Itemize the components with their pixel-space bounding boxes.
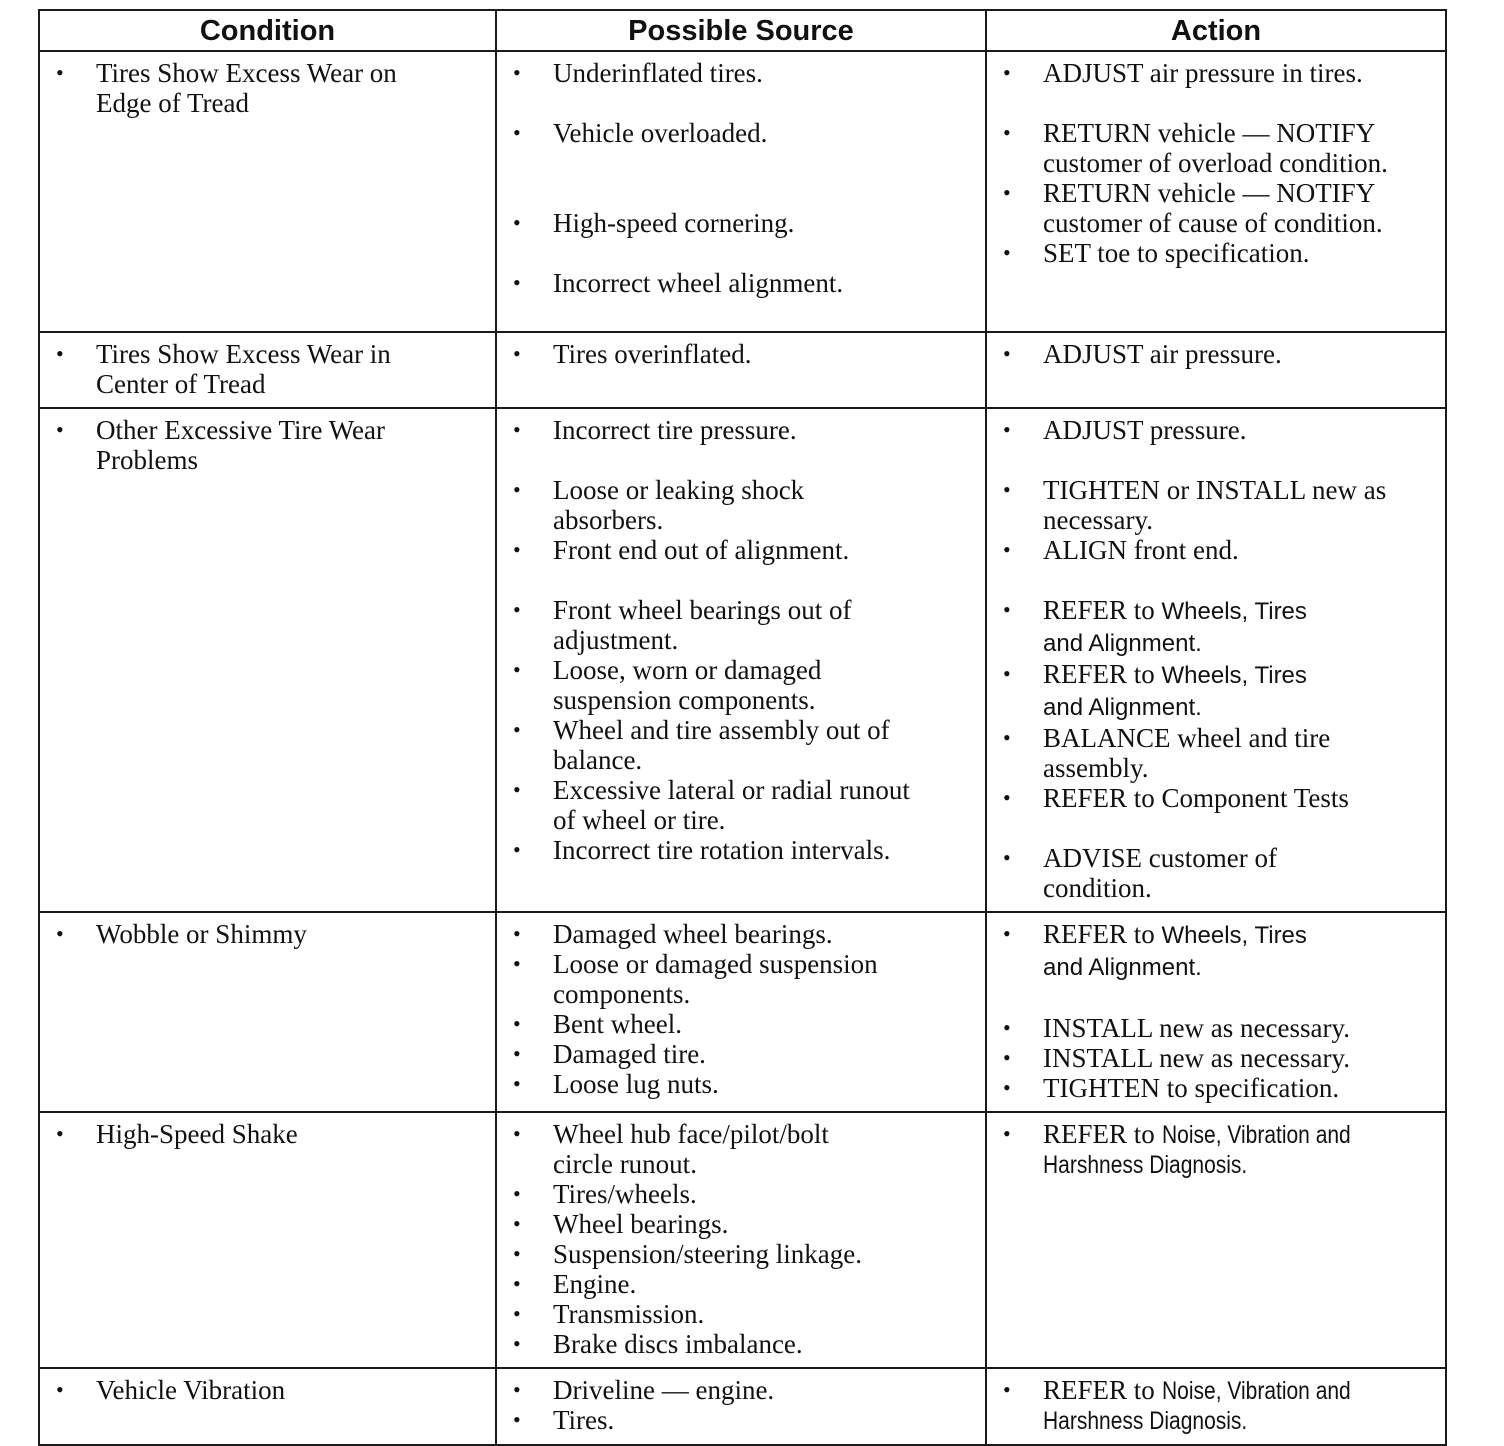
source-item: • Underinflated tires. [511,58,971,88]
action-verb: REFER to [1043,595,1155,625]
table-row [39,1112,1446,1368]
table-row [39,332,1446,408]
source-item: • Vehicle overloaded. [511,118,971,148]
source-item: • Tires. [511,1405,971,1435]
action-item [1001,659,1431,723]
reference-link-cont[interactable]: Harshness Diagnosis. [1043,1407,1248,1435]
action-verb: REFER to [1043,1375,1155,1405]
action-cell [986,332,1446,408]
source-item: • Engine. [511,1269,971,1299]
source-cell [496,1368,986,1445]
condition-item: • Tires Show Excess Wear on Edge of Tread [54,58,481,118]
action-item [1001,1375,1431,1436]
reference-link[interactable]: Wheels, Tires [1161,662,1307,689]
condition-cell [39,912,496,1112]
action-item: • ADJUST air pressure. [1001,339,1431,369]
action-cell [986,912,1446,1112]
action-item: • BALANCE wheel and tire assembly. [1001,723,1431,783]
action-item: • ADJUST air pressure in tires. [1001,58,1441,88]
action-item: • REFER to Component Tests [1001,783,1431,813]
action-verb: REFER to [1043,919,1155,949]
action-verb: REFER to [1043,1119,1155,1149]
header-action: Action [986,10,1446,51]
action-cell [986,408,1446,912]
diagnosis-table [38,9,1447,1446]
header-condition: Condition [39,10,496,51]
source-item: • Transmission. [511,1299,971,1329]
source-item: • Loose or damaged suspension components. [511,949,971,1009]
reference-link[interactable]: Noise, Vibration and [1161,1377,1351,1405]
header-possible-source: Possible Source [496,10,986,51]
source-cell [496,912,986,1112]
action-item: • RETURN vehicle — NOTIFY customer of overload condition. [1001,118,1441,178]
source-item: • Brake discs imbalance. [511,1329,971,1359]
action-item: • RETURN vehicle — NOTIFY customer of cause of condition. [1001,178,1441,238]
source-cell [496,1112,986,1368]
header-row [39,10,1446,51]
action-verb: REFER to [1043,659,1155,689]
action-cell [986,51,1446,332]
source-cell [496,51,986,332]
condition-item: • Tires Show Excess Wear in Center of Tread [54,339,481,399]
reference-link-cont[interactable]: and Alignment. [1043,954,1202,981]
condition-cell [39,1368,496,1445]
table-row [39,1368,1446,1445]
action-item: • ALIGN front end. [1001,535,1431,565]
source-item: • Incorrect tire rotation intervals. [511,835,971,865]
source-item: • Bent wheel. [511,1009,971,1039]
source-item: • Wheel bearings. [511,1209,971,1239]
table-row [39,912,1446,1112]
action-item: • ADJUST pressure. [1001,415,1431,445]
source-cell [496,332,986,408]
source-item: • Wheel and tire assembly out of balance. [511,715,971,775]
source-item: • Incorrect wheel alignment. [511,268,971,298]
source-cell [496,408,986,912]
source-item: • Tires/wheels. [511,1179,971,1209]
reference-link[interactable]: Noise, Vibration and [1161,1121,1351,1149]
action-cell [986,1112,1446,1368]
action-item [1001,1119,1431,1180]
reference-link[interactable]: Wheels, Tires [1161,598,1307,625]
source-item: • Tires overinflated. [511,339,971,369]
action-item: • INSTALL new as necessary. [1001,1043,1431,1073]
action-item: • SET toe to specification. [1001,238,1441,268]
action-cell [986,1368,1446,1445]
source-item: • High-speed cornering. [511,208,971,238]
action-item: • INSTALL new as necessary. [1001,1013,1431,1043]
condition-item: • Wobble or Shimmy [54,919,481,949]
source-item: • Excessive lateral or radial runout of wheel or tire. [511,775,971,835]
source-item: • Front end out of alignment. [511,535,971,565]
source-item: • Loose or leaking shock absorbers. [511,475,971,535]
source-item: • Loose lug nuts. [511,1069,971,1099]
source-item: • Driveline — engine. [511,1375,971,1405]
table-row [39,51,1446,332]
source-item: • Loose, worn or damaged suspension components. [511,655,971,715]
action-item: • ADVISE customer of condition. [1001,843,1431,903]
source-item: • Damaged tire. [511,1039,971,1069]
table-row [39,408,1446,912]
action-item [1001,595,1431,659]
reference-link-cont[interactable]: Harshness Diagnosis. [1043,1151,1248,1179]
condition-item: • Vehicle Vibration [54,1375,481,1405]
condition-item: • High-Speed Shake [54,1119,481,1149]
source-item: • Suspension/steering linkage. [511,1239,971,1269]
action-item: • TIGHTEN to specification. [1001,1073,1431,1103]
condition-cell [39,51,496,332]
source-item: • Incorrect tire pressure. [511,415,971,445]
source-item: • Wheel hub face/pilot/bolt circle runout. [511,1119,971,1179]
condition-cell [39,1112,496,1368]
reference-link-cont[interactable]: and Alignment. [1043,630,1202,657]
reference-link-cont[interactable]: and Alignment. [1043,694,1202,721]
reference-link[interactable]: Wheels, Tires [1161,922,1307,949]
action-item [1001,919,1431,983]
source-item: • Front wheel bearings out of adjustment. [511,595,971,655]
condition-cell [39,332,496,408]
action-item: • TIGHTEN or INSTALL new as necessary. [1001,475,1431,535]
source-item: • Damaged wheel bearings. [511,919,971,949]
condition-item: • Other Excessive Tire Wear Problems [54,415,481,475]
condition-cell [39,408,496,912]
